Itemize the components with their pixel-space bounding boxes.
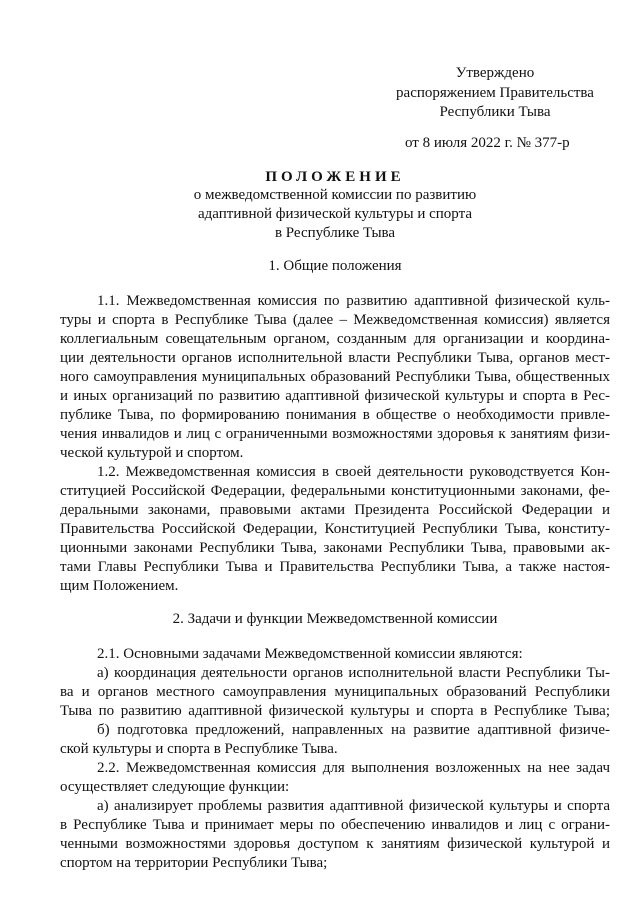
paragraph-line: коллегиальным совещательным органом, созданным для организации и координа- <box>60 331 610 347</box>
paragraph-line: и иных организаций по развитию адаптивной физической культуры и спорта в Рес- <box>60 388 610 404</box>
document-subtitle-1: о межведомственной комиссии по развитию <box>193 187 477 203</box>
paragraph-line: а) координация деятельности органов исполнительной власти Республики Ты- <box>97 665 610 681</box>
document-subtitle-2: адаптивной физической культуры и спорта <box>198 206 472 222</box>
document-subtitle-3: в Республике Тыва <box>274 225 396 241</box>
section-1-heading: 1. Общие положения <box>268 258 402 274</box>
paragraph-line: ституцией Российской Федерации, федеральными конституционными законами, фе- <box>60 483 610 499</box>
paragraph-line: ции деятельности органов исполнительной власти Республики Тыва, органов мест- <box>60 350 610 366</box>
paragraph-line: 1.2. Межведомственная комиссия в своей деятельности руководствуется Кон- <box>97 464 610 480</box>
section-2-heading: 2. Задачи и функции Межведомственной комиссии <box>172 611 498 627</box>
paragraph-line: чения инвалидов и лиц с ограниченными возможностями здоровья к занятиям физи- <box>60 426 610 442</box>
paragraph-line: ного самоуправления муниципальных образований Республики Тыва, общественных <box>60 369 610 385</box>
paragraph-line: тами Главы Республики Тыва и Правительства Республики Тыва, а также настоя- <box>60 559 610 575</box>
paragraph-line: в Республике Тыва и принимает меры по обеспечению инвалидов и лиц с ограни- <box>60 817 610 833</box>
approval-line-1: Утверждено <box>455 65 535 81</box>
paragraph-line: Правительства Российской Федерации, Конституцией Республики Тыва, конститу- <box>60 521 610 537</box>
paragraph-line: 2.2. Межведомственная комиссия для выполнения возложенных на нее задач <box>97 760 610 776</box>
approval-date: от 8 июля 2022 г. № 377-р <box>405 135 570 151</box>
paragraph-line: ва и органов местного самоуправления муниципальных образований Республики <box>60 684 610 700</box>
approval-line-3: Республики Тыва <box>439 104 551 120</box>
paragraph-line: 1.1. Межведомственная комиссия по развитию адаптивной физической куль- <box>97 293 610 309</box>
paragraph-line: ской культуры и спорта в Республике Тыва. <box>60 741 338 757</box>
paragraph-line: щим Положением. <box>60 578 179 594</box>
paragraph-line: ченными возможностями здоровья доступом к занятиям физической культурой и <box>60 836 610 852</box>
paragraph-line: ческой культурой и спортом. <box>60 445 244 461</box>
paragraph-line: деральными законами, правовыми актами Президента Российской Федерации и <box>60 502 610 518</box>
document-title: ПОЛОЖЕНИЕ <box>265 169 405 185</box>
paragraph-line: Тыва по развитию адаптивной физической культуры и спорта в Республике Тыва; <box>60 703 610 719</box>
approval-line-2: распоряжением Правительства <box>396 85 594 101</box>
paragraph-line: б) подготовка предложений, направленных на развитие адаптивной физиче- <box>97 722 610 738</box>
paragraph-line: туры и спорта в Республике Тыва (далее – Межведомственная комиссия) является <box>60 312 610 328</box>
paragraph-line: 2.1. Основными задачами Межведомственной комиссии являются: <box>97 646 523 662</box>
paragraph-line: ционными законами Республики Тыва, законами Республики Тыва, правовыми ак- <box>60 540 610 556</box>
paragraph-line: спортом на территории Республики Тыва; <box>60 855 328 871</box>
paragraph-line: осуществляет следующие функции: <box>60 779 290 795</box>
paragraph-line: публике Тыва, по формированию понимания в обществе о необходимости привле- <box>60 407 610 423</box>
paragraph-line: а) анализирует проблемы развития адаптивной физической культуры и спорта <box>97 798 610 814</box>
